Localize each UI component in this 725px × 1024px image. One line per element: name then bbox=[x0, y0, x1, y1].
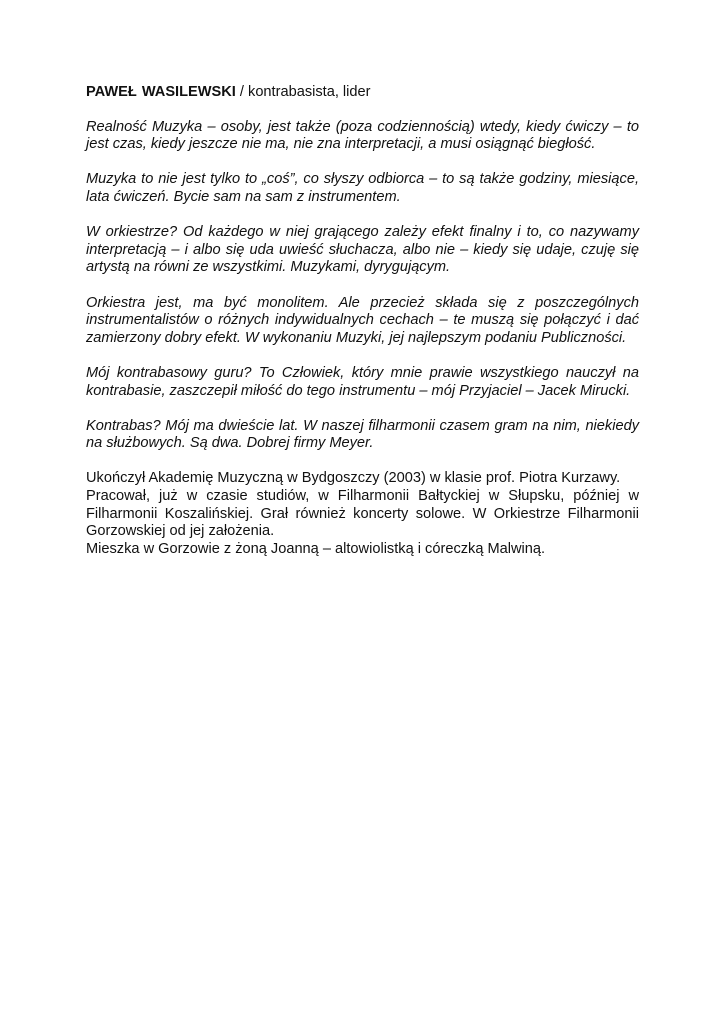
quote-paragraph-4: Orkiestra jest, ma być monolitem. Ale przecież składa się z poszczególnych instrumentalistów o różnych indywidualnych cechach – te muszą się połączyć i dać zamierzony dobry efekt. W wykonaniu Muzyki, jej najlepszym podaniu Publiczności. bbox=[86, 294, 639, 346]
document-page bbox=[86, 84, 639, 558]
biography bbox=[86, 470, 639, 558]
bio-career: Pracował, już w czasie studiów, w Filharmonii Bałtyckiej w Słupsku, później w Filharmonii Koszalińskiej. Grał również koncerty solowe. W Orkiestrze Filharmonii Gorzowskiej od jej założenia. bbox=[86, 488, 639, 540]
musician-name bbox=[86, 84, 236, 100]
quote-paragraph-2: Muzyka to nie jest tylko to „coś”, co słyszy odbiorca – to są także godziny, miesiące, lata ćwiczeń. Bycie sam na sam z instrumentem. bbox=[86, 171, 639, 205]
quote-paragraph-1: Realność Muzyka – osoby, jest także (poza codziennością) wtedy, kiedy ćwiczy – to jest czas, kiedy jeszcze nie ma, nie zna interpretacji, a musi osiągnąć biegłość. bbox=[86, 118, 639, 153]
bio-education: Ukończył Akademię Muzyczną w Bydgoszczy (2003) w klasie prof. Piotra Kurzawy. bbox=[86, 470, 621, 487]
quote-paragraph-3: W orkiestrze? Od każdego w niej grającego zależy efekt finalny i to, co nazywamy interpretacją – i albo się uda uwieść słuchacza, albo nie – kiedy się udaje, czuję się artystą na równi ze wszystkimi. Muzykami, dyrygującym. bbox=[86, 224, 639, 276]
musician-first-name: PAWEŁ bbox=[86, 84, 137, 100]
page-heading bbox=[86, 84, 639, 102]
musician-role: / kontrabasista, lider bbox=[235, 84, 371, 100]
bio-family: Mieszka w Gorzowie z żoną Joanną – altowiolistką i córeczką Malwiną. bbox=[86, 540, 546, 557]
musician-last-name: WASILEWSKI bbox=[141, 84, 236, 100]
quote-paragraph-5: Mój kontrabasowy guru? To Człowiek, który mnie prawie wszystkiego nauczył na kontrabasie, zaszczepił miłość do tego instrumentu – mój Przyjaciel – Jacek Mirucki. bbox=[86, 364, 639, 399]
quote-paragraph-6: Kontrabas? Mój ma dwieście lat. W naszej filharmonii czasem gram na nim, niekiedy na służbowych. Są dwa. Dobrej firmy Meyer. bbox=[86, 417, 639, 452]
